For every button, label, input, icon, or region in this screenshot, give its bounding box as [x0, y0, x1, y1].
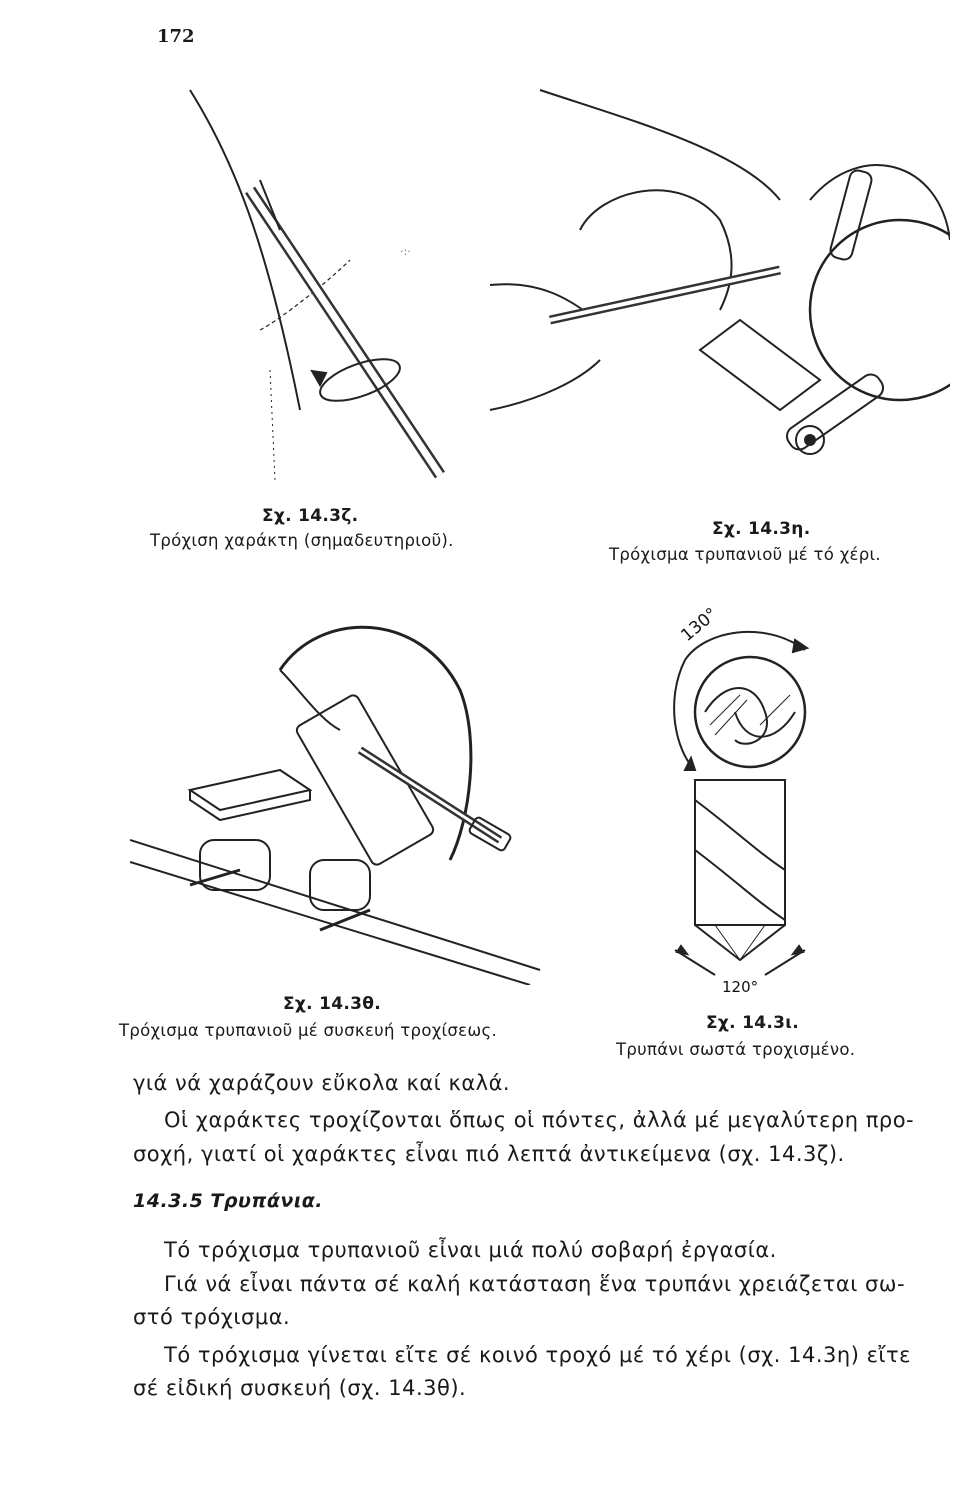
fig-th-caption: Τρόχισμα τρυπανιοῦ μέ συσκευή τροχίσεως. [119, 1021, 498, 1040]
section-heading: 14.3.5 Τρυπάνια. [133, 1190, 324, 1212]
paragraph-2-line-2: σοχή, γιατί οἱ χαράκτες εἶναι πιό λεπτά ἀντικείμενα (σχ. 14.3ζ). [133, 1142, 845, 1166]
fig-z-number: Σχ. 14.3ζ. [262, 506, 359, 526]
figure-ground-drill [655, 600, 835, 995]
paragraph-1: γιά νά χαράζουν εὔκολα καί καλά. [133, 1071, 511, 1095]
fig-i-caption: Τρυπάνι σωστά τροχισμένο. [616, 1040, 856, 1059]
figure-hand-drill-grinding [480, 80, 950, 510]
paragraph-5-line-1: Τό τρόχισμα γίνεται εἴτε σέ κοινό τροχό μέ τό χέρι (σχ. 14.3η) εἴτε [164, 1343, 912, 1367]
page-number: 172 [157, 26, 195, 47]
fig-h-caption: Τρόχισμα τρυπανιοῦ μέ τό χέρι. [609, 545, 881, 564]
paragraph-3: Τό τρόχισμα τρυπανιοῦ εἶναι μιά πολύ σοβαρή ἐργασία. [164, 1238, 777, 1262]
angle-130-label: 130° [677, 604, 722, 646]
figure-grinding-fixture [130, 600, 550, 985]
figure-scriber-grinding [150, 80, 470, 500]
fig-h-number: Σχ. 14.3η. [712, 519, 811, 539]
angle-120-label: 120° [722, 978, 759, 995]
svg-text:·:·: ·:· [400, 245, 411, 258]
paragraph-4-line-1: Γιά νά εἶναι πάντα σέ καλή κατάσταση ἕνα τρυπάνι χρειάζεται σω- [164, 1272, 906, 1296]
fig-th-number: Σχ. 14.3θ. [283, 994, 382, 1014]
fig-z-caption: Τρόχιση χαράκτη (σημαδευτηριοῦ). [150, 531, 454, 550]
paragraph-4-line-2: στό τρόχισμα. [133, 1305, 291, 1329]
fig-i-number: Σχ. 14.3ι. [706, 1013, 799, 1033]
paragraph-5-line-2: σέ εἰδική συσκευή (σχ. 14.3θ). [133, 1376, 467, 1400]
paragraph-2-line-1: Οἱ χαράκτες τροχίζονται ὅπως οἱ πόντες, ἀλλά μέ μεγαλύτερη προ- [164, 1108, 915, 1132]
